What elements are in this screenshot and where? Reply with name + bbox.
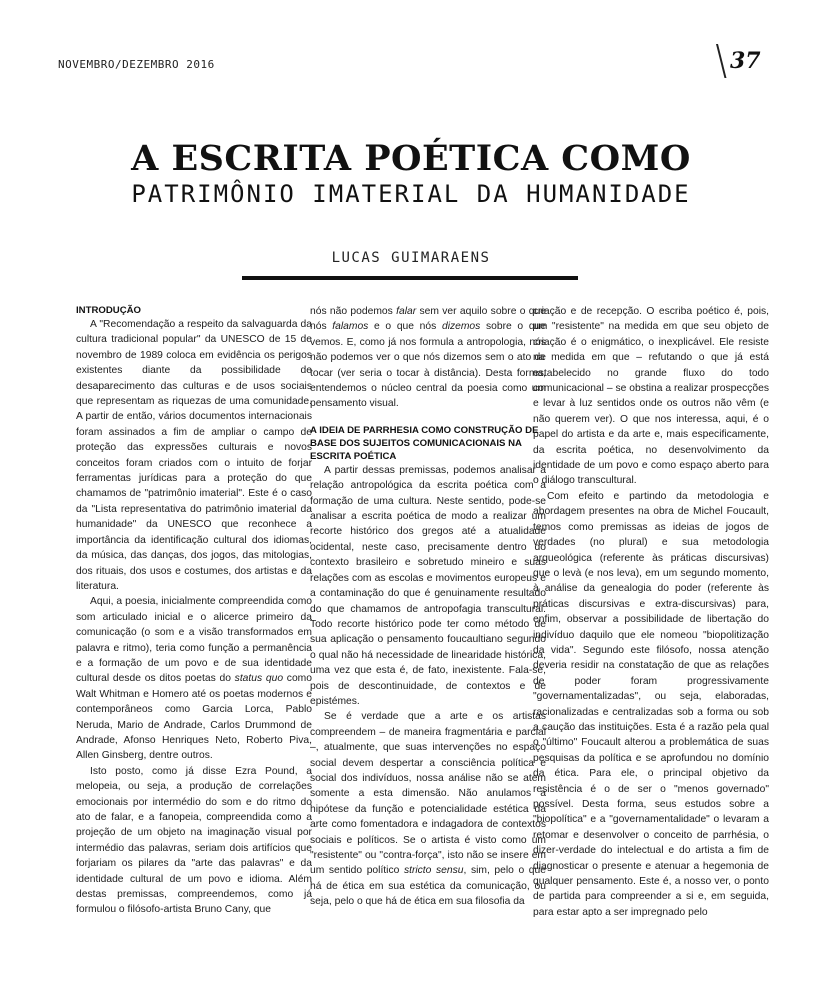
paragraph: Com efeito e partindo da metodologia e abordagem presentes na obra de Michel Foucault, temos como premissas as ideias de jogos de verdades (no plural) e sua metodologia arqueológica (referente às práticas discursivas) que o levà (e nos leva), em um segundo momento, à análise da genealogia do poder (referente às práticas discursivas e extra-discursivas) para, enfim, observar a possibilidade de libertação do indivíduo daquilo que ele nomeou "biopolitização da vida". Segundo este filósofo, nossa atenção deveria residir na constatação de que as relações de poder foram progressivamente "governamentalizadas", ou seja, elaboradas, racionalizadas e centralizadas sob a forma ou sob a caução das instituições. Esta é a razão pela qual o "último" Foucault alterou a problemática de suas pesquisas da política e se aprofundou no domínio da ética. Para ele, o principal objetivo da resistência é o de ser o "menos governado" possível. Desta forma, seus estudos sobre a "biopolítica" e a "governamentalidade" o levaram a retomar e desenvolver o conceito de parrhésia, o dizer-verdade do intelectual e do artista a fim de diagnosticar o presente e atenuar a hegemonia de qualquer pensamento. Este é, a nosso ver, o ponto de partida para compreender a si e, em seguida, para estar apto a ser impregnado pelo (533, 490, 769, 918)
column-2 (310, 304, 546, 976)
paragraph: criação e de recepção. O escriba poético é, pois, um "resistente" na medida em que seu objeto de criação é o enigmático, o inexplicável. Ele resiste na medida em que – refutando o que já está estabelecido no grande fluxo do todo comunicacional – se obstina a realizar prospecções e levar à luz sentidos onde os outros não vêm (e não querem ver). O que nos interessa, aqui, é o papel do artista e da arte e, mais especificamente, da escrita poética, no desenvolvimento da identidade de um povo e como espaço aberto para o diálogo transcultural. (533, 306, 769, 487)
text-run: Aqui, a poesia, inicialmente compreendida como som articulado inicial e o alicerce primeiro da comunicação (o som e a visão transformados em palavra e ritmo), teria como função a permanência e a formação de um povo e de sua identidade cultural desde os ditos poetas do (76, 596, 312, 685)
article-subtitle: PATRIMÔNIO IMATERIAL DA HUMANIDADE (131, 180, 691, 208)
page-slash-divider (716, 44, 726, 78)
text-run: , sim, pelo o que há de ética em sua estética da comunicação, ou seja, pelo o que há de ética em sua filosofia da (310, 865, 546, 908)
paragraph (310, 709, 546, 909)
page-number: 37 (730, 48, 761, 74)
paragraph (76, 594, 312, 763)
column-1 (76, 304, 312, 976)
article-title: A ESCRITA POÉTICA COMO (131, 138, 691, 179)
text-run: e o que nós (368, 321, 442, 333)
text-run: sobre o que vemos. E, como já nos formula a antropologia, nós não podemos ver o que nós dizemos sem o ato de tocar (ver seria o tocar à distância). Desta forma, entendemos o núcleo central da poesia como um pensamento visual. (310, 321, 546, 410)
paragraph: A partir dessas premissas, podemos analisar a relação antropológica da escrita poética com a formação de uma cultura. Neste sentido, pode-se analisar a escrita poética de modo a realizar um recorte histórico dos gregos até a atualidade ocidental, neste caso, precisamente dentro do contexto brasileiro e sobretudo mineiro e suas relações com as escolas e movimentos europeus e a contaminação do que é genuinamente resultado do que chamamos de antropofagia transcultural. Todo recorte histórico pode ter como método de sua aplicação o pensamento foucaultiano segundo o qual não há necessidade de linearidade histórica, uma vez que esta é, de fato, inexistente. Fala-se, pois de descontinuidade, de contextos e de epistémes. (310, 464, 546, 707)
text-run: como Walt Whitman e Homero até os poetas modernos e contemporâneos como Garcia Lorca, Pablo Neruda, Mario de Andrade, Carlos Drummond de Andrade, Afonso Henriques Neto, Roberto Piva, Allen Ginsberg, dentre outros. (76, 673, 312, 762)
page-number-block (716, 42, 776, 82)
section-heading-introducao: INTRODUÇÃO (76, 305, 142, 316)
title-rule (242, 276, 578, 280)
italic-term: stricto sensu (403, 865, 464, 877)
paragraph: Isto posto, como já disse Ezra Pound, a melopeia, ou seja, a produção de correlações emocionais por intermédio do som e do ritmo do ato de falar, e a fanopeia, compreendida como a projeção de um objeto na imaginação visual por intermédio das palavras, seriam dois artifícios que forjariam os pilares da "arte das palavras" e da identidade cultural de um povo e idioma. Além destas premissas, compreendemos, como já formulou o filósofo-artista Bruno Cany, que (76, 765, 312, 916)
article-author: LUCAS GUIMARAENS (331, 250, 491, 266)
text-run: sem ver aquilo sobre o que nós (310, 306, 546, 333)
italic-term: falamos (332, 321, 369, 333)
section-heading-parrhesia: A IDEIA DE PARRHESIA COMO CONSTRUÇÃO DE BASE DOS SUJEITOS COMUNICACIONAIS NA ESCRITA POÉTICA (310, 424, 539, 462)
paragraph: A "Recomendação a respeito da salvaguarda da cultura tradicional popular" da UNESCO de 15 de novembro de 1989 coloca em evidência os perigos existentes diante da possibilidade de desaparecimento das culturas e de usos sociais que representam as riquezas de uma comunidade. A partir de então, vários documentos internacionais foram assinados a fim de ampliar o campo de proteção das expressões culturais e novos conceitos foram criados com o intuito de forjar ferramentas jurídicas para a proteção do que chamamos de "patrimônio imaterial". Este é o caso da "Lista representativa do patrimônio imaterial da humanidade" da UNESCO que reconhece a importância da identificação cultural dos idiomas, da música, das danças, dos jogos, das mitologias, dos rituais, dos usos e costumes, dos artistas e da literatura. (76, 319, 312, 592)
column-3 (533, 304, 769, 976)
italic-term: dizemos (441, 321, 481, 333)
text-run: Se é verdade que a arte e os artistas compreendem – de maneira fragmentária e parcial –, atualmente, que suas intervenções no espaço social devem despertar a consciência política e social dos indivíduos, nossa análise não se atem somente a esta dimensão. Não anulamos a hipótese da função e potencialidade estética da arte como fomentadora e indagadora de contextos sociais e políticos. Se o artista é visto como um "resistente" ou "contra-força", isto não se insere em um sentido político (310, 711, 546, 877)
paragraph (310, 304, 546, 412)
italic-term: falar (396, 306, 417, 317)
italic-term: status quo (234, 673, 284, 685)
issue-date: NOVEMBRO/DEZEMBRO 2016 (58, 58, 215, 71)
spacer (310, 412, 546, 424)
text-run: nós não podemos (310, 306, 397, 317)
